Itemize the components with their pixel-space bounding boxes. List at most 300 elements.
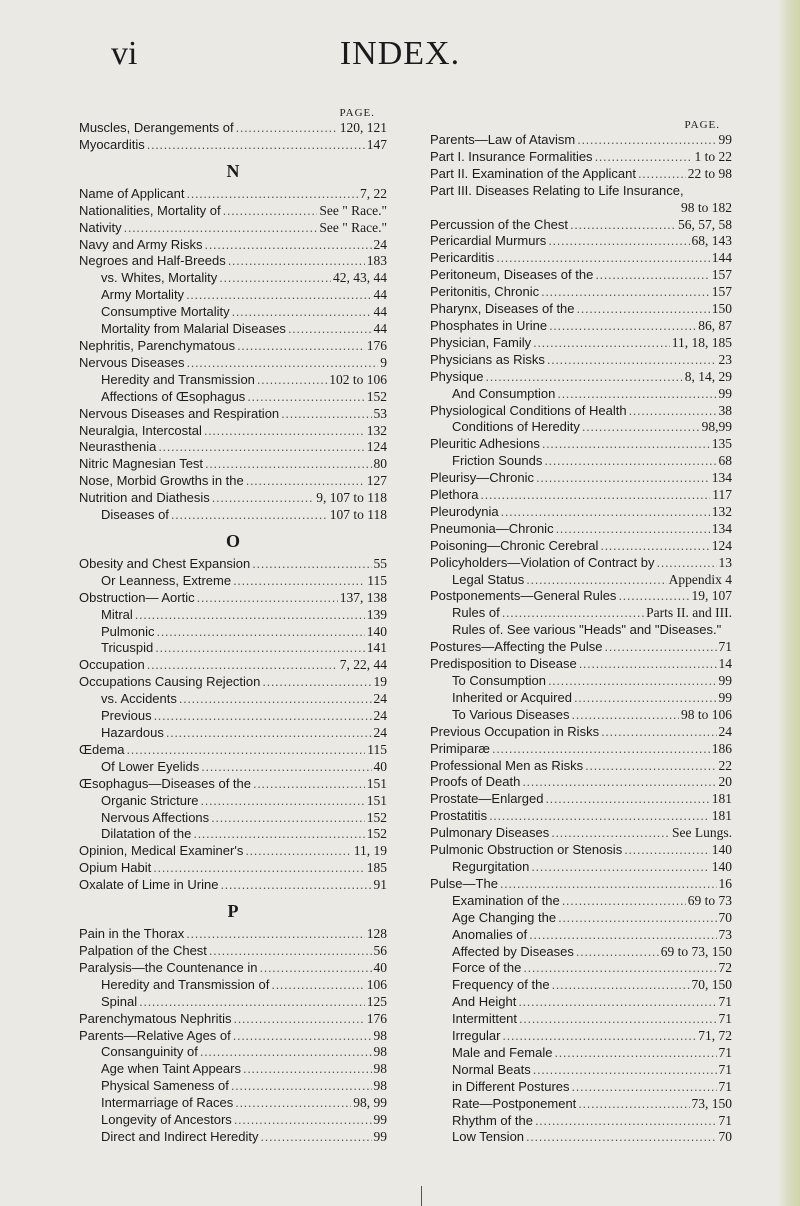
leader-dots (502, 1028, 696, 1045)
leader-dots (166, 725, 372, 742)
index-term: Diseases of (101, 507, 169, 523)
index-entry (79, 776, 387, 793)
page-folio: vi (111, 35, 138, 72)
leader-dots (179, 691, 372, 708)
index-entry (79, 338, 387, 355)
page-reference: 69 to 73, 150 (660, 943, 732, 959)
index-term: Physician, Family (430, 334, 532, 350)
leader-dots (158, 439, 364, 456)
page-reference: 135 (711, 436, 732, 452)
page-reference: 40 (373, 959, 387, 975)
index-term: Name of Applicant (79, 185, 185, 201)
index-entry (430, 183, 732, 200)
leader-dots (233, 573, 365, 590)
page-reference: 24 (373, 725, 387, 740)
page-reference: 9 (380, 354, 387, 370)
page-reference: 117 (712, 487, 732, 503)
leader-dots (231, 1078, 372, 1095)
index-term: Plethora (430, 487, 479, 503)
index-term: Nephritis, Parenchymatous (79, 337, 236, 353)
index-entry (79, 843, 387, 860)
leader-dots (260, 960, 372, 977)
leader-dots (288, 321, 372, 338)
leader-dots (204, 423, 365, 440)
page-reference: 99 (718, 385, 732, 401)
page-reference: 22 (718, 757, 732, 773)
index-entry (430, 200, 732, 217)
index-term: Tricuspid (101, 640, 154, 656)
index-entry (430, 977, 732, 994)
leader-dots (155, 640, 364, 657)
leader-dots (618, 588, 689, 605)
leader-dots (638, 166, 686, 183)
index-term: Dilatation of the (101, 826, 192, 842)
index-term: Previous Occupation in Risks (430, 723, 600, 739)
index-entry (430, 250, 732, 267)
page-reference: 98 to 182 (680, 199, 732, 215)
page-reference: 68, 143 (691, 233, 732, 249)
index-term: Poisoning—Chronic Cerebral (430, 537, 599, 553)
index-term: Postponements—General Rules (430, 588, 617, 604)
index-entry (430, 960, 732, 977)
index-entry (79, 556, 387, 573)
leader-dots (135, 607, 365, 624)
leader-dots (281, 406, 371, 423)
leader-dots (234, 1112, 372, 1129)
index-term: Navy and Army Risks (79, 236, 203, 252)
page-reference: 56 (373, 942, 387, 958)
index-entry (430, 487, 732, 504)
leader-dots (533, 335, 670, 352)
index-term: Consanguinity of (101, 1044, 198, 1060)
page-reference: 53 (373, 405, 387, 421)
leader-dots (201, 759, 371, 776)
index-term: To Various Diseases (452, 706, 570, 722)
index-entry (430, 724, 732, 741)
index-entry (79, 926, 387, 943)
index-term: Force of the (452, 960, 522, 976)
page-reference: 186 (711, 740, 732, 756)
page-reference: 11, 18, 185 (671, 334, 732, 350)
index-term: Mitral (101, 606, 133, 622)
page-reference: 70, 150 (691, 977, 732, 993)
index-term: Friction Sounds (452, 453, 543, 469)
leader-dots (574, 690, 717, 707)
index-term: Pulmonic Obstruction or Stenosis (430, 842, 623, 858)
index-term: Obstruction— Aortic (79, 589, 195, 605)
page-reference: 102 to 106 (329, 371, 387, 387)
page-reference: 71 (718, 1044, 732, 1060)
index-entry (79, 640, 387, 657)
page-reference: 99 (718, 689, 732, 705)
index-entry (79, 994, 387, 1011)
index-term: Previous (101, 708, 152, 724)
page-reference: 140 (366, 623, 387, 639)
leader-dots (147, 137, 365, 154)
index-term: Obesity and Chest Expansion (79, 555, 251, 571)
leader-dots (604, 639, 716, 656)
index-term: Legal Status (452, 571, 525, 587)
index-entry (430, 555, 732, 572)
page-reference: 19, 107 (691, 588, 732, 604)
index-entry (79, 389, 387, 406)
page-reference: 22 to 98 (687, 165, 732, 181)
leader-dots (237, 338, 365, 355)
index-entry (430, 758, 732, 775)
index-term: Part III. Diseases Relating to Life Insurance, (430, 182, 684, 198)
page-reference: 86, 87 (698, 317, 732, 333)
page-reference: 71 (718, 994, 732, 1010)
index-entry (430, 1062, 732, 1079)
leader-dots (171, 507, 328, 524)
index-entry (79, 456, 387, 473)
page-reference: 99 (718, 132, 732, 147)
page-reference: 69 to 73 (687, 892, 732, 908)
index-term: Parenchymatous Nephritis (79, 1010, 232, 1026)
page-reference: 134 (711, 520, 732, 536)
index-term: Myocarditis (79, 136, 145, 152)
leader-dots (572, 707, 679, 724)
index-term: Nervous Diseases (79, 354, 185, 370)
index-entries-left (79, 120, 387, 1146)
leader-dots (549, 318, 696, 335)
page-reference: 40 (373, 758, 387, 774)
leader-dots (257, 372, 327, 389)
index-entry (79, 1011, 387, 1028)
index-entry (430, 791, 732, 808)
leader-dots (153, 860, 365, 877)
page-reference: 134 (711, 470, 732, 486)
page-reference: 72 (718, 960, 732, 976)
index-term: Pulse—The (430, 875, 498, 891)
index-term: Pulmonary Diseases (430, 825, 550, 841)
page-reference: 70 (718, 1129, 732, 1145)
page-header (0, 34, 800, 74)
index-entry (79, 708, 387, 725)
leader-dots (562, 893, 686, 910)
leader-dots (557, 386, 716, 403)
index-term: Of Lower Eyelids (101, 758, 200, 774)
index-entry (430, 504, 732, 521)
index-term: Postures—Affecting the Pulse (430, 639, 603, 655)
index-term: Age when Taint Appears (101, 1061, 241, 1077)
index-entry (430, 386, 732, 403)
index-term: Hazardous (101, 725, 164, 740)
index-term: Rhythm of the (452, 1112, 533, 1128)
index-term: Nativity (79, 219, 122, 235)
page-reference: 44 (373, 287, 387, 303)
index-entry (430, 233, 732, 250)
leader-dots (657, 555, 717, 572)
index-entry (430, 774, 732, 791)
index-term: Rules of. See various "Heads" and "Diseases." (452, 622, 722, 638)
index-term: Intermarriage of Races (101, 1095, 234, 1111)
index-term: Consumptive Mortality (101, 304, 230, 320)
leader-dots (629, 403, 717, 420)
page-reference: 80 (373, 456, 387, 472)
leader-dots (570, 217, 676, 234)
index-term: Peritoneum, Diseases of the (430, 267, 594, 283)
index-term: Peritonitis, Chronic (430, 284, 540, 300)
index-entry (430, 335, 732, 352)
index-entry (79, 473, 387, 490)
index-entry (430, 284, 732, 301)
leader-dots (186, 926, 364, 943)
index-term: Paralysis—the Countenance in (79, 959, 258, 975)
leader-dots (127, 742, 366, 759)
page-reference: See " Race." (319, 202, 387, 218)
leader-dots (496, 250, 709, 267)
leader-dots (500, 876, 717, 893)
leader-dots (243, 1061, 372, 1078)
index-term: Nervous Affections (101, 809, 210, 825)
leader-dots (624, 842, 710, 859)
leader-dots (211, 810, 365, 827)
index-entry (430, 1113, 732, 1130)
index-term: Muscles, Derangements of (79, 120, 234, 135)
page-reference: 152 (366, 388, 387, 404)
index-entry (79, 270, 387, 287)
page-reference: 98 (373, 1078, 387, 1094)
index-term: Pericardial Murmurs (430, 233, 547, 249)
index-entry (79, 237, 387, 254)
page-column-heading: PAGE. (684, 119, 720, 131)
index-entry (430, 876, 732, 893)
index-entry (430, 217, 732, 234)
leader-dots (522, 774, 716, 791)
leader-dots (245, 843, 351, 860)
leader-dots (220, 877, 371, 894)
page-reference: 98 (373, 1027, 387, 1043)
index-term: Heredity and Transmission (101, 371, 255, 387)
page-reference: 1 to 22 (694, 148, 732, 164)
index-term: Neurasthenia (79, 439, 157, 455)
leader-dots (219, 270, 331, 287)
index-term: Palpation of the Chest (79, 942, 207, 958)
leader-dots (253, 776, 365, 793)
index-term: Pain in the Thorax (79, 926, 185, 942)
page-reference: 68 (718, 453, 732, 469)
leader-dots (541, 284, 710, 301)
leader-dots (501, 504, 710, 521)
page-reference: 140 (711, 858, 732, 874)
index-entry (79, 1129, 387, 1146)
leader-dots (529, 927, 716, 944)
leader-dots (600, 538, 709, 555)
page-reference: 132 (711, 503, 732, 519)
index-entry (430, 741, 732, 758)
page-reference: 24 (373, 236, 387, 252)
index-entry (430, 893, 732, 910)
leader-dots (523, 960, 716, 977)
index-entry (79, 321, 387, 338)
leader-dots (480, 487, 710, 504)
index-term: Low Tension (452, 1129, 525, 1145)
page-reference: 55 (373, 555, 387, 571)
index-entry (430, 572, 732, 589)
index-term: Physical Sameness of (101, 1078, 229, 1094)
index-entry (430, 622, 732, 639)
index-term: Examination of the (452, 892, 560, 908)
index-term: Pharynx, Diseases of the (430, 301, 575, 317)
index-entry (430, 1011, 732, 1028)
index-entry (79, 1078, 387, 1095)
page-reference: See " Race." (319, 219, 387, 235)
page-reference: 98 (373, 1044, 387, 1060)
index-term: Opinion, Medical Examiner's (79, 843, 244, 859)
index-term: Frequency of the (452, 977, 550, 993)
index-term: Nervous Diseases and Respiration (79, 405, 280, 421)
index-entry (430, 1129, 732, 1146)
leader-dots (139, 994, 365, 1011)
index-entry (430, 166, 732, 183)
leader-dots (547, 352, 717, 369)
page-reference: 38 (718, 402, 732, 418)
index-term: Pleurodynia (430, 503, 499, 519)
index-entry (79, 793, 387, 810)
index-term: Pericarditis (430, 250, 495, 266)
leader-dots (502, 605, 644, 622)
index-entry (79, 943, 387, 960)
index-entry (79, 590, 387, 607)
index-term: Irregular (452, 1028, 501, 1044)
index-term: Male and Female (452, 1044, 553, 1060)
page-reference: 124 (711, 537, 732, 553)
leader-dots (186, 287, 371, 304)
leader-dots (577, 301, 710, 318)
index-term: And Height (452, 994, 517, 1010)
page-edge (778, 0, 800, 1206)
leader-dots (187, 355, 379, 372)
leader-dots (545, 791, 709, 808)
index-entry (430, 808, 732, 825)
index-entry (79, 203, 387, 220)
page-reference: 24 (373, 708, 387, 724)
page-reference: 139 (366, 606, 387, 622)
leader-dots (187, 186, 358, 203)
page-reference: 181 (711, 808, 732, 824)
page-reference: 150 (711, 301, 732, 317)
page-reference: 71 (718, 1078, 732, 1094)
index-entry (79, 624, 387, 641)
leader-dots (518, 994, 716, 1011)
index-entry (430, 301, 732, 318)
index-entry (430, 927, 732, 944)
index-entry (79, 977, 387, 994)
index-entry (79, 1112, 387, 1129)
page-reference: 140 (711, 842, 732, 858)
leader-dots (601, 724, 716, 741)
index-entry (430, 521, 732, 538)
index-term: Policyholders—Violation of Contract by (430, 554, 655, 570)
index-entry (430, 1045, 732, 1062)
index-entry (430, 690, 732, 707)
page-reference: 13 (718, 554, 732, 570)
page-reference: 115 (367, 572, 387, 588)
index-term: Affected by Diseases (452, 943, 574, 959)
leader-dots (223, 203, 318, 220)
page-reference: 24 (718, 723, 732, 739)
index-entry (430, 132, 732, 149)
index-term: Parents—Law of Atavism (430, 132, 576, 147)
leader-dots (252, 556, 371, 573)
index-term: Rules of (452, 605, 500, 621)
leader-dots (147, 657, 338, 674)
index-entry (79, 137, 387, 154)
page-column-heading: PAGE. (339, 107, 375, 119)
leader-dots (595, 267, 709, 284)
page-reference: 7, 22 (360, 185, 387, 201)
leader-dots (228, 253, 365, 270)
index-term: Pulmonic (101, 623, 155, 639)
index-term: Neuralgia, Intercostal (79, 422, 202, 438)
index-entry (430, 318, 732, 335)
leader-dots (205, 456, 371, 473)
page-reference: 127 (366, 473, 387, 489)
leader-dots (485, 369, 682, 386)
page-reference: 128 (366, 926, 387, 942)
index-term: Primiparæ (430, 740, 490, 756)
index-entry (430, 470, 732, 487)
index-entry (430, 453, 732, 470)
page-reference: 107 to 118 (329, 507, 387, 523)
page-reference: 9, 107 to 118 (316, 490, 387, 506)
index-entry (79, 507, 387, 524)
page-reference: 70 (718, 909, 732, 925)
index-term: in Different Postures (452, 1078, 570, 1094)
index-entry (430, 994, 732, 1011)
page-reference: 99 (373, 1112, 387, 1128)
page-reference: Appendix 4 (668, 571, 732, 587)
index-column-left (79, 106, 387, 1146)
leader-dots (542, 436, 710, 453)
leader-dots (247, 389, 364, 406)
page-reference: 20 (718, 774, 732, 790)
index-entry (79, 304, 387, 321)
page-reference: 176 (366, 1010, 387, 1026)
page-reference: 8, 14, 29 (684, 368, 732, 384)
index-entry (430, 267, 732, 284)
index-entry (79, 1044, 387, 1061)
page-reference: 73 (718, 926, 732, 942)
index-term: Negroes and Half-Breeds (79, 253, 226, 269)
index-entry (430, 944, 732, 961)
index-term: Phosphates in Urine (430, 317, 548, 333)
index-entry (430, 352, 732, 369)
index-term: Physiological Conditions of Health (430, 402, 627, 418)
index-term: Age Changing the (452, 909, 557, 925)
page-reference: 125 (366, 993, 387, 1009)
index-entry (79, 674, 387, 691)
index-entry (430, 910, 732, 927)
leader-dots (579, 656, 717, 673)
index-entry (430, 1096, 732, 1113)
leader-dots (200, 1044, 372, 1061)
leader-dots (582, 419, 700, 436)
index-term: Nationalities, Mortality of (79, 202, 221, 218)
leader-dots (535, 1113, 717, 1130)
leader-dots (156, 624, 364, 641)
section-letter: N (226, 160, 240, 181)
leader-dots (585, 758, 716, 775)
leader-dots (154, 708, 372, 725)
index-term: Nitric Magnesian Test (79, 456, 204, 472)
index-entry (79, 826, 387, 843)
index-term: Physicians as Risks (430, 351, 545, 367)
page-reference: 106 (366, 976, 387, 992)
index-term: Pleuritic Adhesions (430, 436, 540, 452)
leader-dots (556, 521, 710, 538)
